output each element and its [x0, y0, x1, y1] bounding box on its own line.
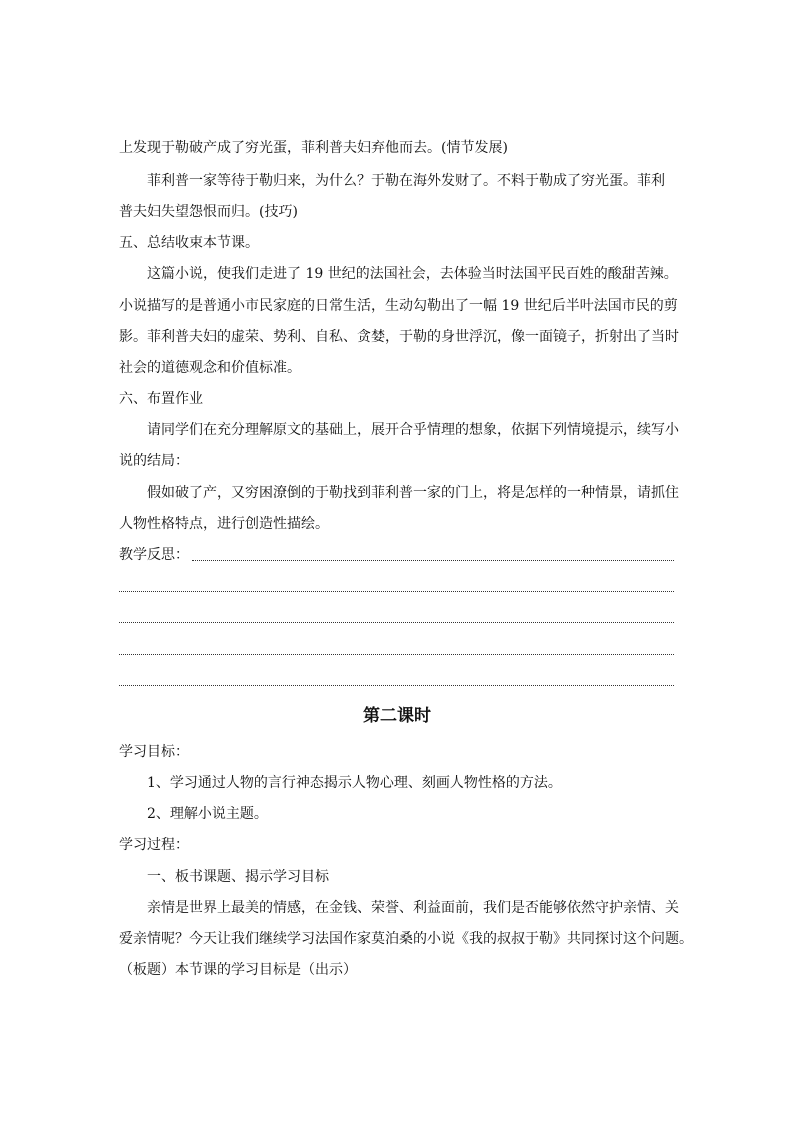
- paragraph-line: 人物性格特点，进行创造性描绘。: [119, 516, 329, 532]
- paragraph-line: 亲情是世界上最美的情感，在金钱、荣誉、利益面前，我们是否能够依然守护亲情、关: [147, 900, 679, 916]
- paragraph-line: 影。菲利普夫妇的虚荣、势利、自私、贪婪，于勒的身世浮沉，像一面镜子，折射出了当时: [119, 329, 679, 345]
- paragraph-line: 假如破了产，又穷困潦倒的于勒找到菲利普一家的门上，将是怎样的一种情景，请抓住: [147, 485, 679, 501]
- section-heading: 六、布置作业: [119, 391, 203, 407]
- reflection-rule: [119, 685, 674, 686]
- section-heading: 学习目标：: [119, 744, 189, 760]
- section-heading: 学习过程：: [119, 837, 189, 853]
- paragraph-line: 请同学们在充分理解原文的基础上，展开合乎情理的想象，依据下列情境提示，续写小: [147, 422, 679, 438]
- paragraph-line: 小说描写的是普通小市民家庭的日常生活，生动勾勒出了一幅 19 世纪后半叶法国市民的剪: [119, 298, 678, 314]
- objective-item: 2、理解小说主题。: [147, 806, 268, 822]
- paragraph-line: 普夫妇失望怨恨而归。(技巧): [119, 204, 298, 220]
- paragraph-line: （板题）本节课的学习目标是（出示）: [119, 962, 357, 978]
- lesson-title: 第二课时: [363, 706, 431, 726]
- paragraph-line: 爱亲情呢？今天让我们继续学习法国作家莫泊桑的小说《我的叔叔于勒》共同探讨这个问题。: [119, 931, 693, 947]
- reflection-rule: [192, 560, 674, 561]
- reflection-rule: [119, 591, 674, 592]
- section-heading: 五、总结收束本节课。: [119, 235, 259, 251]
- paragraph-line: 说的结局：: [119, 453, 189, 469]
- reflection-rule: [119, 654, 674, 655]
- paragraph-line: 上发现于勒破产成了穷光蛋，菲利普夫妇弃他而去。(情节发展): [119, 140, 508, 156]
- paragraph-line: 这篇小说，使我们走进了 19 世纪的法国社会，去体验当时法国平民百姓的酸甜苦辣。: [147, 266, 678, 282]
- objective-item: 1、学习通过人物的言行神态揭示人物心理、刻画人物性格的方法。: [147, 775, 562, 791]
- reflection-label: 教学反思：: [119, 547, 189, 563]
- reflection-rule: [119, 622, 674, 623]
- paragraph-line: 社会的道德观念和价值标准。: [119, 360, 301, 376]
- paragraph-line: 菲利普一家等待于勒归来，为什么？于勒在海外发财了。不料于勒成了穷光蛋。菲利: [147, 173, 665, 189]
- sub-heading: 一、板书课题、揭示学习目标: [147, 869, 329, 885]
